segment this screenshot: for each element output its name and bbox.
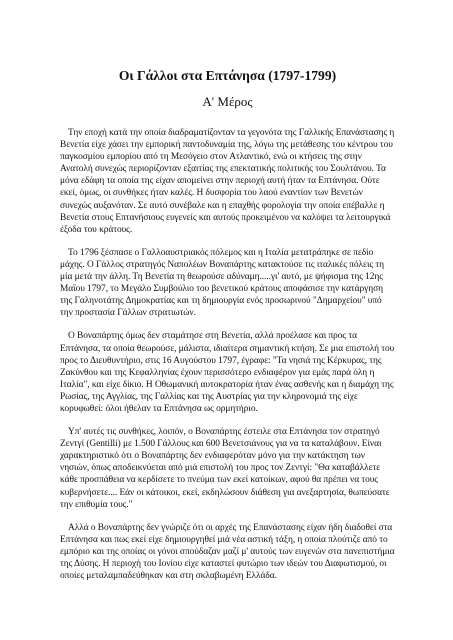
paragraph: Το 1796 ξέσπασε ο Γαλλοαυστριακός πόλεμος και η Ιταλία μετατράπηκε σε πεδίο μάχης. Ο Γάλλος στρατηγός Ναπολέων Βοναπάρτης κατακτούσε τις ιταλικές πόλεις τη μία μετά την άλλη. Τη Βενετία τη θεωρούσε αδύναμη.....γι' αυτό, με ψήφισμα της 12ης Μαΐου 1797, το Μεγάλο Συμβούλιο του βενετικού κράτους αποφάσισε την κατάργηση της Γαληνοτάτης Δημοκρατίας και τη δημιουργία ενός προσωρινού "Δημαρχείου" υπό την προστασία Γάλλων στρατιωτών. bbox=[60, 247, 384, 319]
paragraph: Την εποχή κατά την οποία διαδραματίζονταν τα γεγονότα της Γαλλικής Επανάστασης η Βενετία είχε χάσει την εμπορική παντοδυναμία της, λόγω της μετάθεσης του κέντρου του παγκοσμίου εμπορίου από τη Μεσόγειο στον Ατλαντικό, ενώ οι κτήσεις της στην Ανατολή συνεχώς περιορίζονταν εξαιτίας της επεκτατικής πολιτικής του Σουλτάνου. Τα μόνα εδάφη τα οποία της είχαν απομείνει στην περιοχή αυτή ήταν τα Επτάνησα. Ούτε εκεί, όμως, οι συνθήκες ήταν καλές. Η δυσφορία του λαού εναντίον των Βενετών συνεχώς αυξανόταν. Σε αυτό συνέβαλε και η επαχθής φορολογία την οποία επέβαλλε η Βενετία στους Επτανήσιους ευγενείς και αυτούς προκειμένου να καλύψει τα λειτουργικά έξοδα του κράτους. bbox=[60, 128, 395, 235]
paragraph: Αλλά ο Βοναπάρτης δεν γνώριζε ότι οι αρχές της Επανάστασης είχαν ήδη διαδοθεί στα Επτάνησα και πως εκεί είχε δημιουργηθεί μιά νέα αστική τάξη, η οποία πλούτιζε από το εμπόριο και της οποίας οι γόνοι σπούδαζαν μαζί μ' αυτούς των ευγενών στα πανεπιστήμια της Δύσης. Η περιοχή του Ιονίου είχε καταστεί φυτώριο των ιδεών του Διαφωτισμού, οι οποίες μεταλαμπαδεύθηκαν και στη σκλαβωμένη Ελλάδα. bbox=[60, 522, 395, 582]
document-subtitle: Α' Μέρος bbox=[202, 94, 253, 109]
document-title: Οι Γάλλοι στα Επτάνησα (1797-1799) bbox=[118, 68, 337, 83]
paragraph: Ο Βοναπάρτης όμως δεν σταμάτησε στη Βενετία, αλλά προέλασε και προς τα Επτάνησα, τα οποία θεωρούσε, μάλιστα, ιδιαίτερα σημαντική κτήση. Σε μια επιστολή του προς το Διευθυντήριο, στις 16 Αυγούστου 1797, έγραφε: "Τα νησιά της Κέρκυρας, της Ζακύνθου και της Κεφαλληνίας έχουν περισσότερο ενδιαφέρον για εμάς παρά όλη η Ιταλία", και είχε δίκιο. Η Οθωμανική αυτοκρατορία ήταν ένας ασθενής και η διαμάχη της Ρωσίας, της Αγγλίας, της Γαλλίας και της Αυστρίας για την κληρονομιά της είχε κορυφωθεί: όλοι ήθελαν τα Επτάνησα ως ορμητήριο. bbox=[60, 331, 395, 414]
paragraph: Υπ' αυτές τις συνθήκες, λοιπόν, ο Βοναπάρτης έστειλε στα Επτάνησα τον στρατηγό Ζεντγί (Gentilli) με 1.500 Γάλλους και 600 Βενετσιάνους για να τα καταλάβουν. Είναι χαρακτηριστικό ότι ο Βοναπάρτης δεν ενδιαφερόταν μόνο για την κατάκτηση των νησιών, όπως αποδεικνύεται από μιά επιστολή του προς τον Ζεντγί: "Θα καταβάλλετε κάθε προσπάθεια να κερδίσετε το πνεύμα των εκεί κατοίκων, αφού θα πρέπει να τους κυβερνήσετε.... Εάν οι κάτοικοι, εκεί, εκδηλώσουν διάθεση για ανεξαρτησία, θωπεύσατε την επιθυμία τους." bbox=[60, 427, 390, 510]
